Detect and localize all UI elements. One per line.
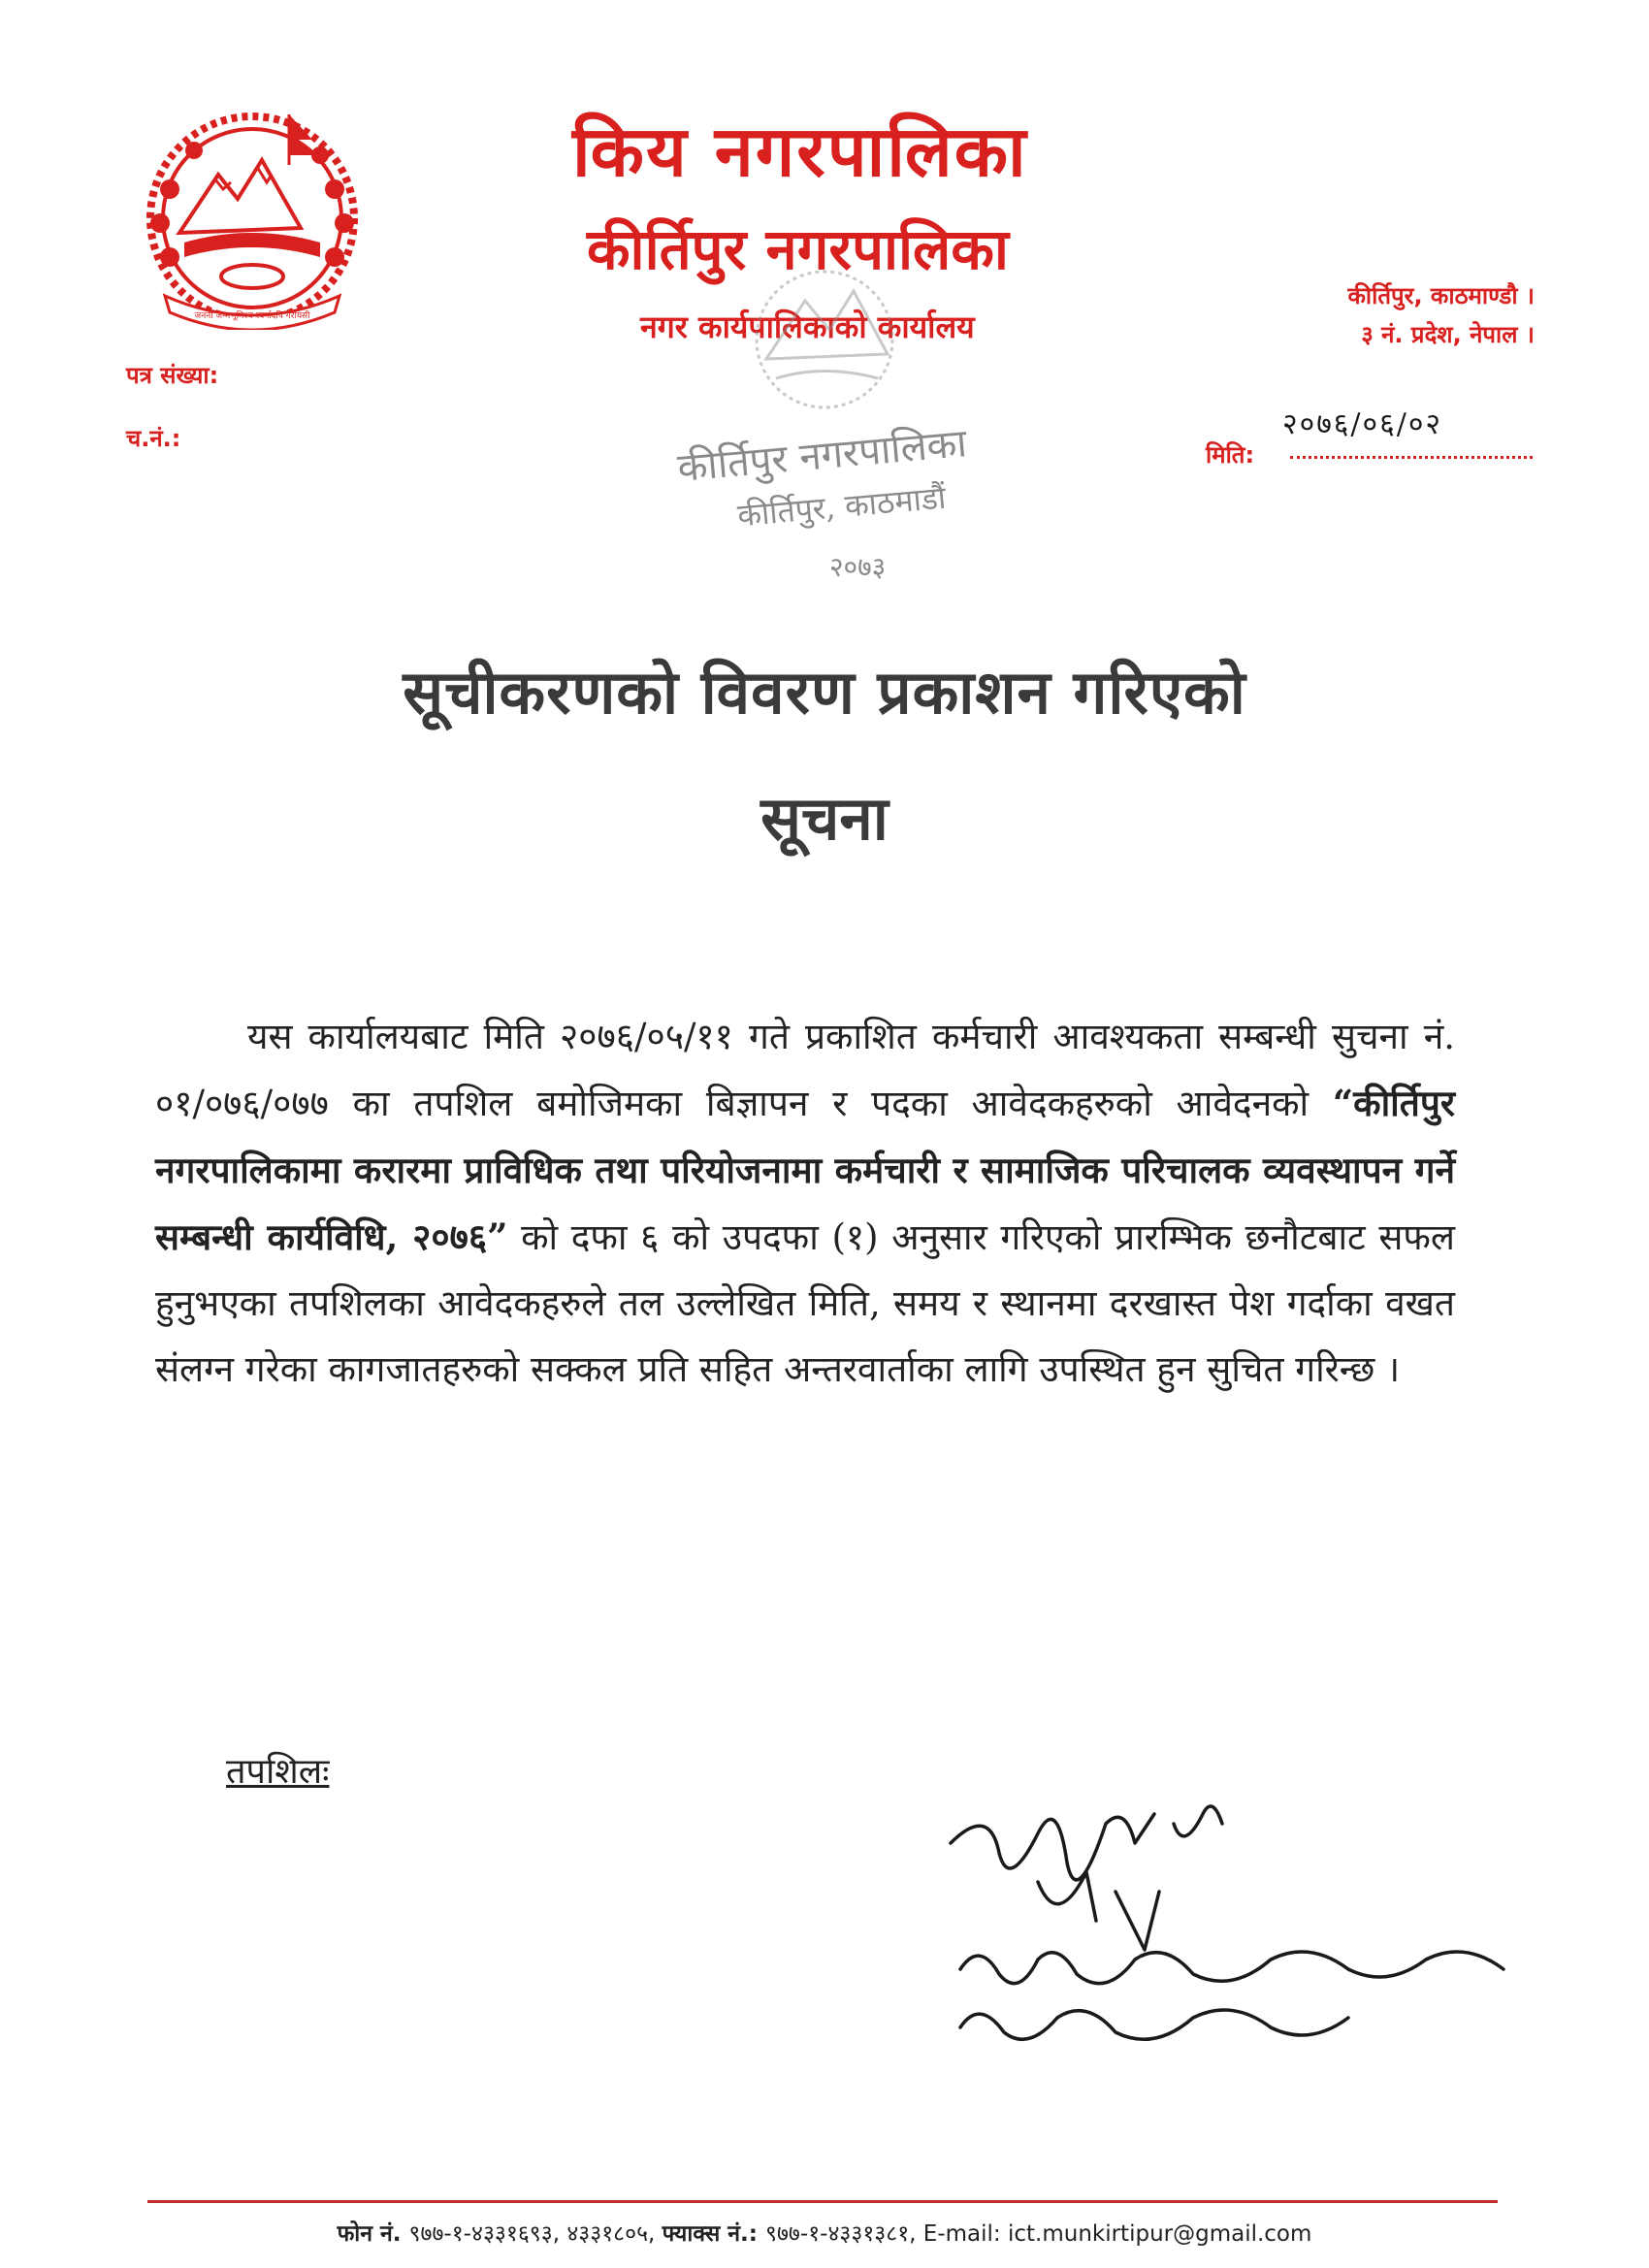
- footer-contact: [0, 2217, 1649, 2248]
- address-line-2: ३ नं. प्रदेश, नेपाल ।: [1361, 321, 1535, 348]
- signature-icon: [922, 1785, 1562, 2076]
- date-label: मिति:: [1206, 441, 1255, 469]
- footer-divider: [147, 2200, 1498, 2203]
- body-bold-rule: “कीर्तिपुर नगरपालिकामा करारमा प्राविधिक तथा परियोजनामा कर्मचारी र सामाजिक परिचालक व्यवस्थापन गर्ने सम्बन्धी कार्यविधि, २०७६”: [155, 1082, 1455, 1258]
- notice-body: [155, 1004, 1455, 1403]
- footer-fax-label: फ्याक्स नं.:: [662, 2221, 766, 2247]
- letterhead-office: नगर कार्यपालिकाको कार्यालय: [640, 308, 975, 345]
- emblem-motto: जननी जन्मभूमिश्च स्वर्गादपि गरीयसी: [194, 311, 310, 321]
- footer-phone-label: फोन नं.: [337, 2221, 409, 2247]
- nepal-emblem-icon: [126, 97, 378, 330]
- stamp-line-3: २०७३: [829, 551, 887, 583]
- letter-number-label: पत्र संख्या:: [126, 362, 219, 389]
- body-part-2: को दफा ६ को उपदफा (१) अनुसार गरिएको प्रारम्भिक छनौटबाट सफल हुनुभएका तपशिलका आवेदकहरुले तल उल्लेखित मिति, समय र स्थानमा दरखास्त पेश गर्दाका वखत संलग्न गरेका कागजातहरुको सक्कल प्रति सहित अन्तरवार्ताका लागि उपस्थित हुन सुचित गरिन्छ ।: [155, 1216, 1455, 1390]
- letterhead-title-sanskrit: किय नगरपालिका: [572, 111, 1028, 192]
- footer-phone-value: ९७७-१-४३३१६९३, ४३३१८०५,: [408, 2221, 663, 2247]
- letterhead-title-main: कीर्तिपुर नगरपालिका: [587, 216, 1009, 282]
- date-dotted-line: [1290, 456, 1533, 459]
- address-line-1: कीर्तिपुर, काठमाण्डौ ।: [1347, 282, 1535, 309]
- footer-fax-value: ९७७-१-४३३१३८१,: [765, 2221, 923, 2247]
- tapasil-label: तपशिलः: [226, 1752, 330, 1792]
- date-value: २०७६/०६/०२: [1282, 407, 1443, 441]
- stamp-line-2: कीर्तिपुर, काठमाडौं: [735, 478, 948, 535]
- body-part-1: यस कार्यालयबाट मिति २०७६/०५/११ गते प्रकाशित कर्मचारी आवश्यकता सम्बन्धी सुचना नं. ०१/०७६/०७७ का तपशिल बमोजिमका बिज्ञापन र पदका आवेदकहरुको आवेदनको: [155, 1016, 1455, 1124]
- footer-email: E-mail: ict.munkirtipur@gmail.com: [922, 2221, 1312, 2247]
- letterhead-address: [1347, 276, 1535, 354]
- notice-heading: सूचीकरणको विवरण प्रकाशन गरिएको: [403, 657, 1246, 728]
- office-stamp-icon: [660, 233, 1067, 582]
- notice-heading-sub: सूचना: [760, 783, 889, 854]
- dispatch-number-label: च.नं.:: [126, 425, 181, 452]
- stamp-line-1: कीर्तिपुर नगरपालिका: [675, 421, 969, 491]
